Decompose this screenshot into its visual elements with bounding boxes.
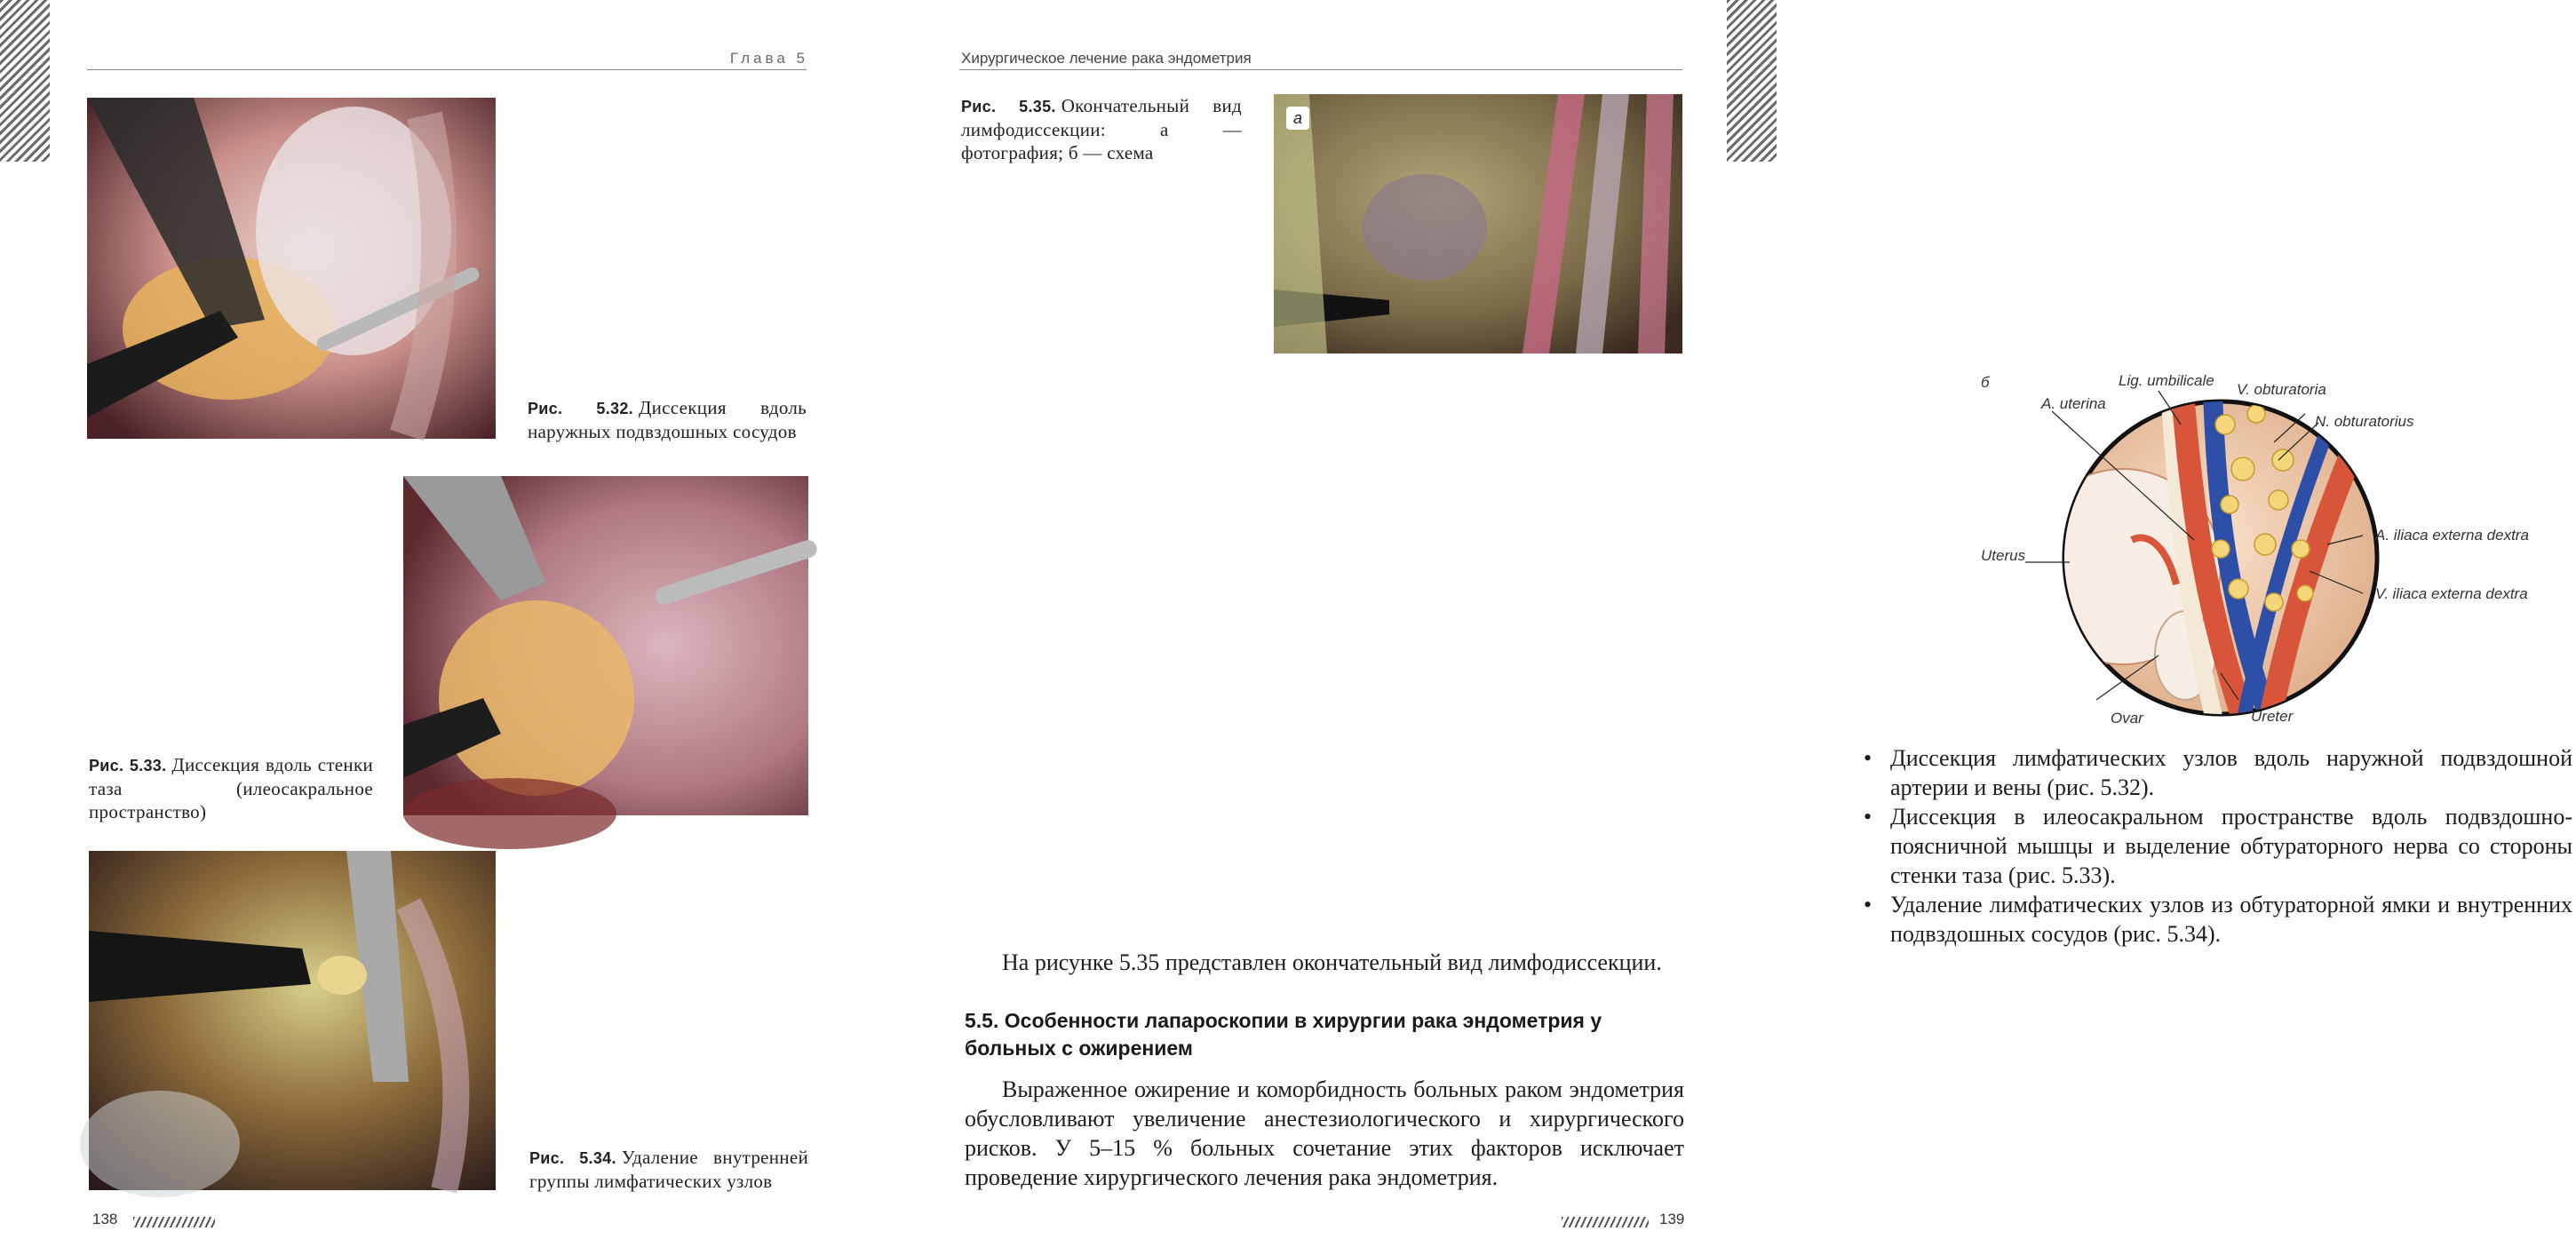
figure-5-33-caption [89,753,373,823]
figure-5-32-caption [528,396,807,443]
running-head-right: Хирургическое лечение рака эндометрия [961,50,1252,67]
caption-text: Диссекция вдоль стенки таза (илеосакральное пространство) [89,754,373,822]
figure-5-35-caption [961,94,1242,164]
page-number-left: 138 [92,1211,118,1227]
header-rule [87,69,807,70]
figure-5-33-photo [403,476,808,815]
label-v-iliaca: V. iliaca externa dextra [2375,585,2528,602]
figure-label: Рис. 5.33. [89,757,167,774]
bullet-item: • Удаление лимфатических узлов из обтураторной ямки и внутренних подвздошных сосудов (рис. 5.34). [1864,890,2572,949]
section-heading [965,1007,1640,1062]
body-paragraph: Выраженное ожирение и коморбидность больных раком эндометрия обусловливают увеличение анестезиологического и хирургического рисков. У 5–15 % больных сочетание этих факторов исключает проведение хирургического лечения рака эндометрия. [965,1076,1684,1190]
figure-5-34-photo [89,851,496,1190]
caption-text: Окончательный вид лимфодиссекции: а — фотография; б — схема [961,95,1242,163]
figure-5-32-photo [87,98,496,439]
figure-label: Рис. 5.35. [961,98,1056,115]
folio-hatch [133,1217,215,1227]
right-page [888,0,2572,1247]
label-n-obturatorius: N. obturatorius [2315,413,2414,430]
bullet-list [1864,743,2572,949]
figure-label: Рис. 5.34. [529,1149,616,1167]
label-ureter: Ureter [2251,708,2294,725]
caption-text: Диссекция вдоль наружных подвздошных сосудов [528,397,807,442]
corner-hatch [0,0,50,162]
bullet-item: • Диссекция лимфатических узлов вдоль наружной подвздошной артерии и вены (рис. 5.32). [1864,743,2572,802]
subfigure-tag-b: б [1981,374,1990,391]
running-head-left: Глава 5 [729,50,808,67]
left-page [0,0,888,1247]
label-uterus: Uterus [1981,547,2026,564]
label-v-obturatoria: V. obturatoria [2237,381,2326,398]
bullet-item: • Диссекция в илеосакральном пространстве вдоль подвздошно-поясничной мышцы и выделение обтураторного нерва со стороны стенки таза (рис. 5.33). [1864,802,2572,890]
corner-hatch [1727,0,1777,162]
label-ovar: Ovar [2111,710,2143,727]
summary-line: На рисунке 5.35 представлен окончательный вид лимфодиссекции. [1002,949,1662,975]
page-number-right: 139 [1659,1211,1685,1227]
figure-5-35b-diagram [1954,371,2576,744]
section-number: 5.5. [965,1009,999,1032]
label-lig-umbilicale: Lig. umbilicale [2119,372,2214,389]
figure-label: Рис. 5.32. [528,400,633,417]
label-a-uterina: A. uterina [2041,395,2106,412]
label-a-iliaca: A. iliaca externa dextra [2375,527,2529,544]
caption-text: Удаление внутренней группы лимфатических узлов [529,1147,809,1192]
figure-5-34-caption [529,1146,808,1193]
folio-hatch [1562,1217,1649,1227]
anatomy-scheme [1954,371,2576,744]
subfigure-tag-a: а [1286,107,1309,130]
section-title-text: Особенности лапароскопии в хирургии рака эндометрия у больных с ожирением [965,1009,1602,1060]
header-rule [959,69,1682,70]
figure-5-35a-photo [1274,94,1682,353]
